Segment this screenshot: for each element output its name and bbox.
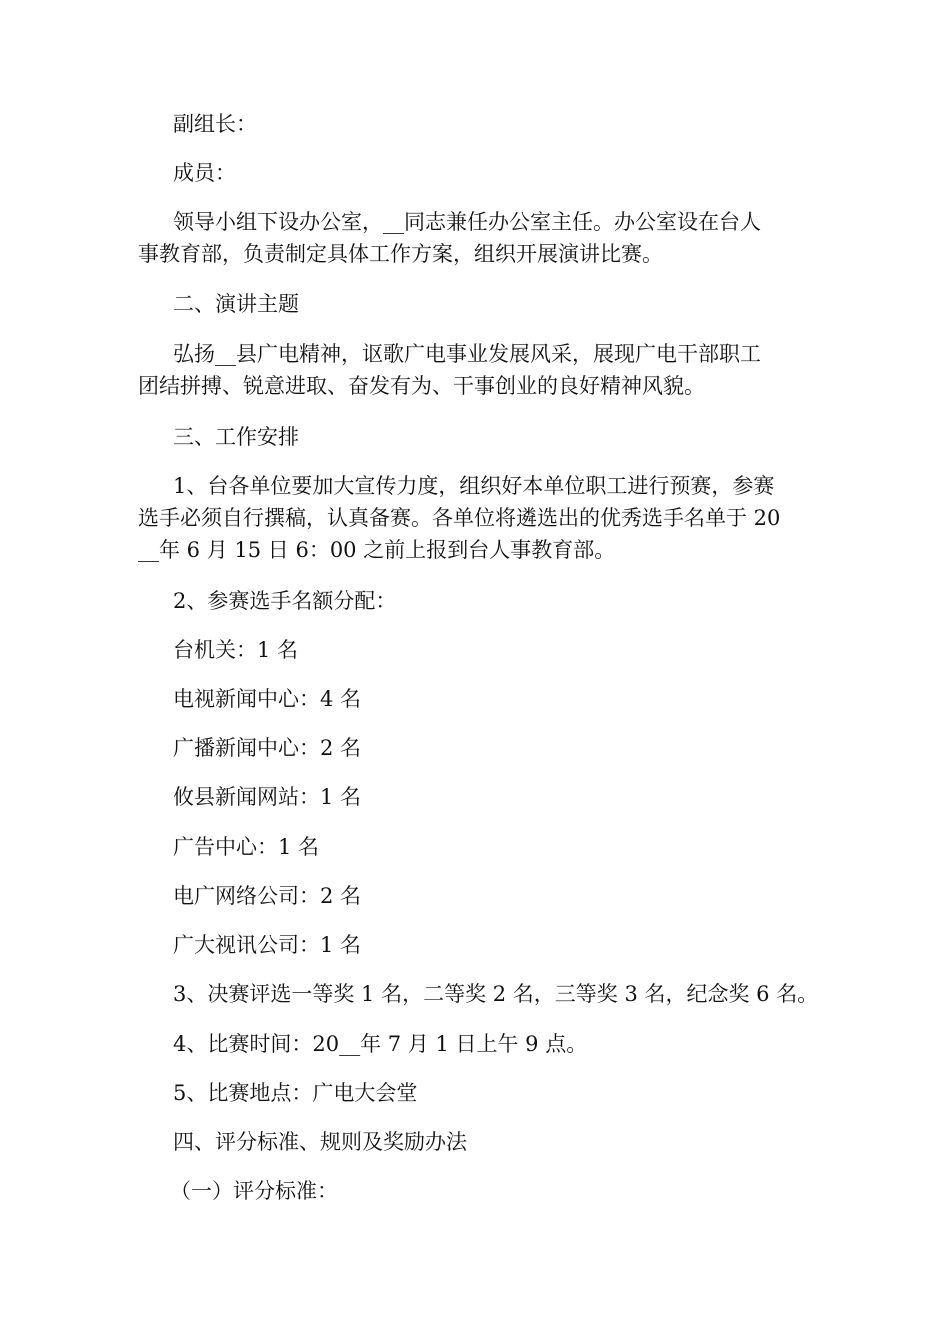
quota-line-4 bbox=[173, 781, 853, 813]
section-3-heading-text: 三、工作安排 bbox=[173, 425, 299, 449]
quota-1-text: 台机关：1 名 bbox=[173, 638, 299, 662]
item-3-text: 3、决赛评选一等奖 1 名，二等奖 2 名，三等奖 3 名，纪念奖 6 名。 bbox=[173, 982, 819, 1006]
quota-line-6 bbox=[173, 880, 853, 912]
members-text: 成员： bbox=[173, 161, 236, 185]
section-2-heading bbox=[173, 288, 853, 320]
subsection-1-heading-text: （一）评分标准： bbox=[170, 1179, 338, 1203]
section-2-heading-text: 二、演讲主题 bbox=[173, 292, 299, 316]
quota-line-7 bbox=[173, 929, 853, 961]
office-line-2: 事教育部，负责制定具体工作方案，组织开展演讲比赛。 bbox=[138, 242, 663, 266]
quota-6-text: 电广网络公司：2 名 bbox=[173, 884, 362, 908]
item-4-line bbox=[173, 1028, 853, 1060]
theme-paragraph bbox=[138, 338, 818, 402]
section-4-heading-text: 四、评分标准、规则及奖励办法 bbox=[173, 1130, 467, 1154]
quota-line-1 bbox=[173, 634, 853, 666]
quota-7-text: 广大视讯公司：1 名 bbox=[173, 933, 362, 957]
item-2-text: 2、参赛选手名额分配： bbox=[173, 589, 397, 613]
quota-2-text: 电视新闻中心：4 名 bbox=[173, 687, 362, 711]
item-5-line bbox=[173, 1077, 853, 1109]
item-5-text: 5、比赛地点：广电大会堂 bbox=[173, 1081, 418, 1105]
vice-leader-text: 副组长： bbox=[173, 112, 257, 136]
members-line bbox=[173, 157, 853, 189]
quota-3-text: 广播新闻中心：2 名 bbox=[173, 736, 362, 760]
quota-4-text: 攸县新闻网站：1 名 bbox=[173, 785, 362, 809]
item-1-line-3: __年 6 月 15 日 6：00 之前上报到台人事教育部。 bbox=[138, 538, 616, 562]
quota-line-3 bbox=[173, 732, 853, 764]
theme-line-1: 弘扬__县广电精神，讴歌广电事业发展风采，展现广电干部职工 bbox=[173, 342, 761, 366]
subsection-1-heading bbox=[170, 1175, 850, 1207]
quota-line-2 bbox=[173, 683, 853, 715]
item-4-text: 4、比赛时间：20__年 7 月 1 日上午 9 点。 bbox=[173, 1032, 588, 1056]
section-4-heading bbox=[173, 1126, 853, 1158]
office-paragraph bbox=[138, 206, 818, 270]
item-1-paragraph bbox=[138, 470, 818, 566]
item-3-line bbox=[173, 978, 853, 1010]
section-3-heading bbox=[173, 421, 853, 453]
quota-5-text: 广告中心：1 名 bbox=[173, 835, 320, 859]
office-line-1: 领导小组下设办公室，__同志兼任办公室主任。办公室设在台人 bbox=[173, 210, 761, 234]
item-1-line-1: 1、台各单位要加大宣传力度，组织好本单位职工进行预赛，参赛 bbox=[173, 474, 775, 498]
item-2-line bbox=[173, 585, 853, 617]
vice-leader-line bbox=[173, 108, 853, 140]
quota-line-5 bbox=[173, 831, 853, 863]
theme-line-2: 团结拼搏、锐意进取、奋发有为、干事创业的良好精神风貌。 bbox=[138, 374, 705, 398]
item-1-line-2: 选手必须自行撰稿，认真备赛。各单位将遴选出的优秀选手名单于 20 bbox=[138, 506, 781, 530]
